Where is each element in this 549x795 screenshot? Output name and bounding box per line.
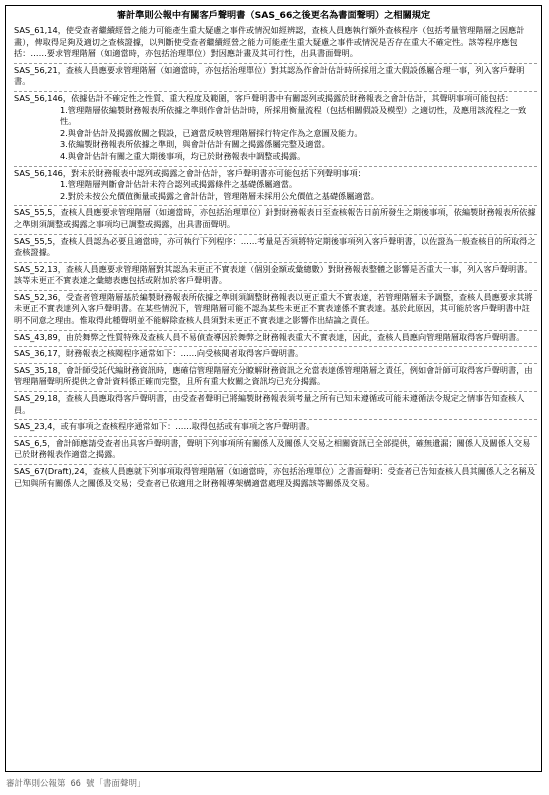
entry bbox=[14, 347, 537, 364]
entry-ref: SAS_56,146 bbox=[14, 92, 63, 103]
document-frame bbox=[5, 5, 542, 772]
entry-text: ，查核人員應取得客戶聲明書，由受查者聲明已將編製財務報表須考量之所有已知未遵循或可能未遵循法令規定之情事告知查核人員。 bbox=[14, 393, 525, 415]
entry-ref: SAS_43,89 bbox=[14, 331, 58, 342]
entries-list bbox=[6, 24, 541, 492]
entry-items bbox=[14, 105, 537, 163]
entry-item: 4.與會計估計有關之重大期後事項，均已於財務報表中調整或揭露。 bbox=[60, 150, 306, 161]
entry-text: ，由於舞弊之性質特殊及查核人員不易偵查導因於舞弊之財務報表重大不實表達，因此，查核人員應向管理階層取得客戶聲明書。 bbox=[57, 331, 525, 342]
entry-text: ，查核人員應要求管理階層（如適當時，亦包括治理單位）針對財務報表日至查核報告日前所發生之期後事項，依編製財務報表所依據之準則須調整或揭露之事項均已調整或揭露，出具書面聲明。 bbox=[14, 207, 536, 229]
entry bbox=[14, 24, 537, 64]
entry bbox=[14, 92, 537, 167]
entry-text: ，查核人員應就下列事項取得管理階層（如適當時，亦包括治理單位）之書面聲明：受查者已告知查核人員其關係人之名稱及已知與所有關係人之關係及交易；受查者已依適用之財務報導架構適當處理及揭露該等關係及交易。 bbox=[14, 466, 536, 488]
entry-text: ，受查者管理階層基於編製財務報表所依據之準則須調整財務報表以更正重大不實表達，若管理階層未予調整，查核人員應要求其將未更正不實表達列入客戶聲明書。在某些情況下，管理階層可能不認為某些未更正不實表達係不實表達。基於此原因，其可能於客戶聲明書中註明不同意之理由。惟取得此種聲明並不能解除查核人員須對未更正不實表達之影響作出結論之責任。 bbox=[14, 291, 533, 326]
entry-ref: SAS_29,18 bbox=[14, 393, 58, 404]
entry-text: ，對未於財務報表中認列或揭露之會計估計，客戶聲明書亦可能包括下列聲明事項： bbox=[62, 167, 366, 178]
entry bbox=[14, 263, 537, 291]
entry-text: ，查核人員應要求管理階層對其認為未更正不實表達（個別金額或彙總數）對財務報表整體之影響是否重大一事，列入客戶聲明書。該等未更正不實表達之彙總表應包括或附加於客戶聲明書。 bbox=[14, 263, 533, 286]
entry-text: ，會計師應請受查者出具客戶聲明書，聲明下列事項所有關係人及關係人交易之相關資訊已全部提供，確無遺漏；關係人及關係人交易已於財務報表作適當之揭露。 bbox=[14, 437, 531, 460]
entry-ref: SAS_6,5 bbox=[14, 437, 48, 448]
entry-item: 2.與會計估計及揭露攸關之假設，已適當反映管理階層採行特定作為之意圖及能力。 bbox=[60, 127, 363, 138]
entry-ref: SAS_56,146 bbox=[14, 167, 63, 178]
entry bbox=[14, 437, 537, 465]
entry-ref: SAS_55,5 bbox=[14, 207, 53, 218]
entry bbox=[14, 364, 537, 392]
entry-item: 1.管理階層判斷會計估計未符合認列或揭露條件之基礎係屬適當。 bbox=[60, 179, 298, 190]
entry-item: 3.依編製財務報表所依據之準則，與會計估計有關之揭露係屬完整及適當。 bbox=[60, 139, 330, 150]
entry-ref: SAS_52,36 bbox=[14, 291, 58, 302]
entry-ref: SAS_56,21 bbox=[14, 64, 58, 75]
entry-ref: SAS_52,13 bbox=[14, 263, 58, 274]
entry bbox=[14, 167, 537, 207]
entry bbox=[14, 420, 537, 437]
entry-text: ，查核人員應要求管理階層（如適當時，亦包括治理單位）對其認為作會計估計時所採用之重大假設係屬合理一事，列入客戶聲明書。 bbox=[14, 64, 525, 87]
entry-text: ，使受查者繼續經營之能力可能產生重大疑慮之事件或情況如經辨認，查核人員應執行額外查核程序（包括考量管理階層之因應計畫），俾取得足夠及適切之查核證據，以判斷使受查者繼續經營之能力可能產生重大疑慮之事件或情況是否存在重大不確定性。該等程序應包括：……要求管理階層（如適當時，亦包括治理單位）對因應計畫及其可行性，出具書面聲明。 bbox=[14, 25, 525, 59]
document-title: 審計準則公報中有關客戶聲明書（SAS_66之後更名為書面聲明）之相關規定 bbox=[116, 10, 431, 21]
entry-text: ，財務報表之核閱程序通常如下：……向受核閱者取得客戶聲明書。 bbox=[57, 348, 304, 359]
entry bbox=[14, 465, 537, 492]
entry bbox=[14, 291, 537, 331]
entry-ref: SAS_67(Draft),24 bbox=[14, 466, 85, 476]
entry-ref: SAS_36,17 bbox=[14, 348, 58, 359]
entry bbox=[14, 331, 537, 348]
entry-ref: SAS_55,5 bbox=[14, 235, 53, 246]
entry-text: ，查核人員認為必要且適當時，亦可執行下列程序：……考量是否須將特定期後事項列入客戶聲明書，以佐證為一般查核目的所取得之查核證據。 bbox=[14, 235, 536, 258]
entry-item: 2.對於未按公允價值衡量或揭露之會計估計，管理階層未採用公允價值之基礎係屬適當。 bbox=[60, 190, 379, 201]
entry-text: ，會計師受託代編財務資訊時，應確信管理階層充分瞭解財務資訊之允當表達係管理階層之責任，例如會計師可取得客戶聲明書，由管理階層聲明所提供之會計資料係正確而完整，且所有重大攸關之資訊均已充分揭露。 bbox=[14, 364, 533, 387]
entry-ref: SAS_61,14 bbox=[14, 25, 58, 35]
entry bbox=[14, 206, 537, 234]
entry bbox=[14, 235, 537, 263]
entry bbox=[14, 64, 537, 92]
entry-item: 1.管理階層依編製財務報表所依據之準則作會計估計時，所採用衡量流程（包括相關假設及模型）之適切性，及應用該流程之一致性。 bbox=[60, 104, 527, 127]
footer-caption: 審計準則公報第 66 號「書面聲明」 bbox=[6, 779, 146, 789]
entry-items bbox=[14, 179, 537, 202]
entry-ref: SAS_35,18 bbox=[14, 364, 58, 375]
entry-text: ，依據估計不確定性之性質、重大程度及範圍，客戶聲明書中有關認列或揭露於財務報表之會計估計，其聲明事項可能包括： bbox=[62, 92, 514, 103]
entry-text: ，或有事項之查核程序通常如下：……取得包括或有事項之客戶聲明書。 bbox=[52, 421, 315, 432]
entry-ref: SAS_23,4 bbox=[14, 421, 53, 432]
entry bbox=[14, 392, 537, 420]
